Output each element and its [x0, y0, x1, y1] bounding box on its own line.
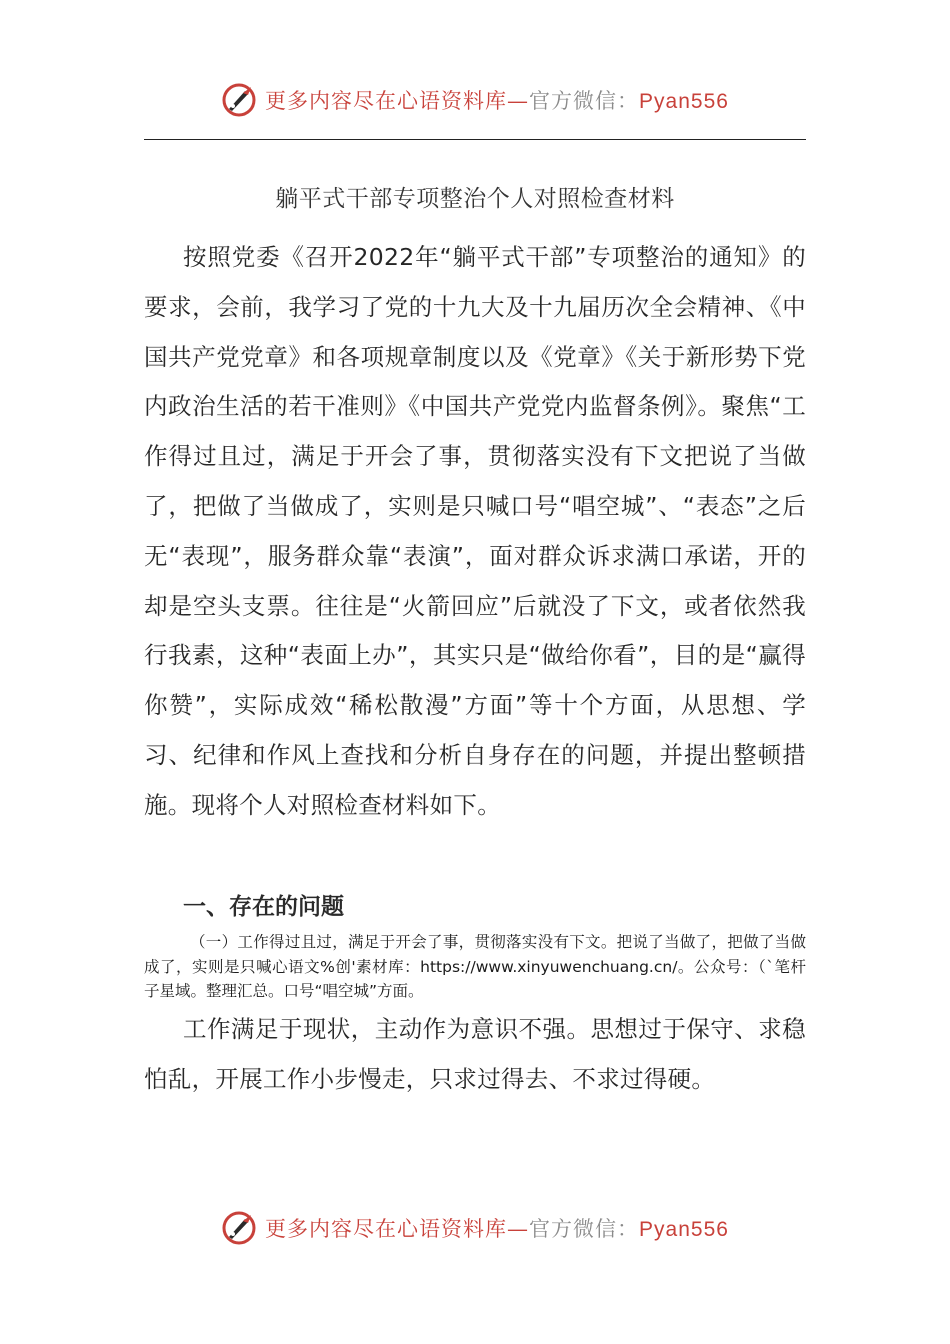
- header-divider: [144, 139, 806, 140]
- subsection-paragraph: （一）工作得过且过，满足于开会了事，贯彻落实没有下文。把说了当做了，把做了当做成了，实则是只喊心语文%创'素材库：https://www.xinyuwenchuang.cn/。公众号：（`笔杆子星域。整理汇总。口号“唱空城”方面。: [144, 933, 806, 1000]
- footer-banner-title: 更多内容尽在心语资料库—: [265, 1217, 530, 1241]
- header-banner-title: 更多内容尽在心语资料库—: [265, 89, 530, 113]
- footer-banner-text: [265, 1213, 729, 1243]
- intro-paragraph: 按照党委《召开2022年“躺平式干部”专项整治的通知》的要求，会前，我学习了党的十九大及十九届历次全会精神、《中国共产党党章》和各项规章制度以及《党章》《关于新形势下党内政治生活的若干准则》《中国共产党党内监督条例》。聚焦“工作得过且过，满足于开会了事，贯彻落实没有下文把说了当做了，把做了当做成了，实则是只喊口号“唱空城”、“表态”之后无“表现”，服务群众靠“表演”，面对群众诉求满口承诺，开的却是空头支票。往往是“火箭回应”后就没了下文，或者依然我行我素，这种“表面上办”，其实只是“做给你看”，目的是“赢得你赞”，实际成效“稀松散漫”方面”等十个方面，从思想、学习、纪律和作风上查找和分析自身存在的问题，并提出整顿措施。现将个人对照检查材料如下。: [144, 243, 806, 819]
- quill-logo-icon: [221, 82, 257, 118]
- header-banner: [0, 82, 950, 118]
- footer-banner: [0, 1210, 950, 1246]
- section-heading: 一、存在的问题: [183, 894, 344, 920]
- footer-wechat-id: Pyan556: [639, 1218, 729, 1241]
- document-title: 躺平式干部专项整治个人对照检查材料: [275, 186, 675, 212]
- footer-wechat-label: 官方微信：: [529, 1217, 640, 1241]
- header-wechat-id: Pyan556: [639, 90, 729, 113]
- body-paragraph: 工作满足于现状，主动作为意识不强。思想过于保守、求稳怕乱，开展工作小步慢走，只求过得去、不求过得硬。: [144, 1015, 806, 1093]
- header-wechat-label: 官方微信：: [529, 89, 640, 113]
- header-banner-text: [265, 85, 729, 115]
- quill-logo-icon: [221, 1210, 257, 1246]
